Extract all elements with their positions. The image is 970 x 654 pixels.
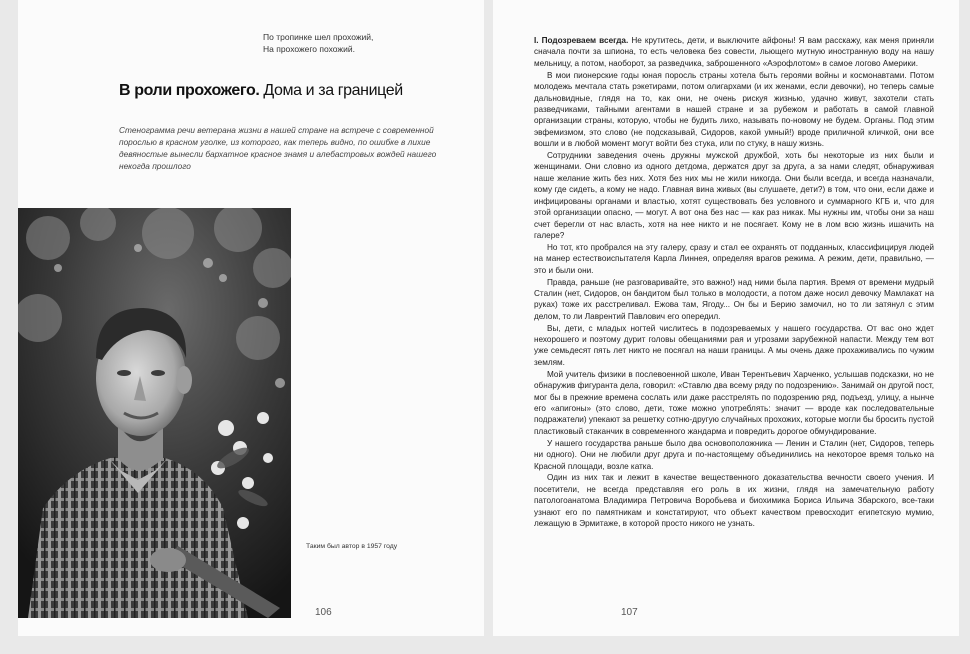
paragraph: Один из них так и лежит в качестве вещественного доказательства вечности своего учения. И посетители, не всегда представляя его роль в их жизни, глядя на замечательную работу патологоанатома Владимира Петровича Воробьева и биохимика Бориса Ильича Збарского, все-таки узнают его по памятникам и констатируют, что объект качеством превосходит египетскую мумию, лежащую в Эрмитаже, в которой просто никого не узнать. (534, 473, 934, 529)
left-page (18, 0, 484, 636)
epigraph-line: На прохожего похожий. (263, 44, 355, 54)
paragraph: У нашего государства раньше было два основоположника — Ленин и Сталин (нет, Сидоров, теперь ни одного). Они не любили друг друга и по-настоящему объединились на некоторое время только на Красной площади, возле катка. (534, 438, 934, 471)
paragraph: В мои пионерские годы юная поросль страны хотела быть героями войны и космонавтами. Потом молодежь мечтала стать рэкетирами, потом олигархами (и их женами, если девочки), но теперь самые дальновидные, глядя на то, как они, не очень рискуя жизнью, удачно живут, захотели стать разведчиками, тайными агентами в нашей стране и за рубежом и работать в самой главной организации страны, которую, чтобы не будить лихо, называть по-новому не будем. Органы. Под этим эвфемизмом, это слово (не подсказывай, Сидоров, какой умный!) вроде приличной кличкой, они все вошли и в любой момент могут войти без стука, или по стуку, в нашу жизнь. (534, 70, 934, 149)
epigraph-line: По тропинке шел прохожий, (263, 32, 374, 42)
author-photo (18, 208, 291, 618)
page-number-right: 107 (621, 607, 638, 618)
chapter-title (119, 82, 403, 100)
paragraph (534, 35, 934, 69)
paragraph: Правда, раньше (не разговаривайте, это важно!) над ними была партия. Время от времени мудрый Сталин (нет, Сидоров, он бандитом был только в молодости, а потом даже носил девочку Мамлакат на руках) тоже их расстреливал. Ежова там, Ягоду... Он бы и Берию замочил, но то ли затянул с этим делом, то ли Лаврентий Павлович его опередил. (534, 277, 934, 321)
chapter-subtitle: Стенограмма речи ветерана жизни в нашей стране на встрече с современной порослью в красном уголке, из которого, как теперь видно, по ошибке в лихие девяностые вынесли бархатное красное знамя и алебастровых вождей нашего некогда прошлого (119, 125, 437, 171)
paragraph: Сотрудники заведения очень дружны мужской дружбой, хоть бы некоторые из них были и женщинами. Они словно из одного детдома, держатся друг за друга, а за нами следят, обнаруживая наше желание жить без них. Хотя без них мы не жили никогда. Они были всегда, и всегда назначали, кому где сидеть, а кому не надо. Главная вина живых (вы слушаете, дети?) в том, что они, если даже и инфицированы органами и властью, хотят существовать без условного и суммарного КГБ и, что для этой организации опасно, — могут. А вот она без нас — как раз никак. Мы нужны им, чтобы они за наш счет берегли от нас власть, хотя на нее никто и не посягает. Кому не в лом всю жизнь ишачить на галере? (534, 151, 934, 240)
chapter-title-light: Дома и за границей (259, 82, 403, 99)
author-photo-graphic (18, 208, 291, 618)
paragraph: Мой учитель физики в послевоенной школе, Иван Терентьевич Харченко, услышав подсказки, но не обнаружив фигуранта дела, говорил: «Ставлю два всему ряду по подозрению». Занимай он другой пост, мог бы в прежние времена сослать или даже расстрелять по подозрению ряд, подъезд, улицу, а нынче его «апигоны» (это слово, дети, тоже можно употреблять: значит — вроде как последовательные подражатели) упекают за решетку сотню-другую случайных прохожих, которые могли бы бросить пустой пластиковый стаканчик в современного жандарма и повредить дорогое обмундирование. (534, 369, 934, 436)
chapter-title-bold: В роли прохожего. (119, 82, 260, 99)
page-number-left: 106 (315, 607, 332, 618)
section-heading: I. Подозреваем всегда. (534, 36, 629, 45)
article-body (534, 35, 934, 530)
paragraph: Но тот, кто пробрался на эту галеру, сразу и стал ее охранять от подданных, классифицируя людей на манер естествоиспытателя Карла Линнея, определяя врагов режима. А режим, дети, правильно, — это и были они. (534, 242, 934, 275)
photo-caption: Таким был автор в 1957 году (306, 543, 398, 550)
paragraph-text: Не крутитесь, дети, и выключите айфоны! Я вам расскажу, как меня приняли сначала почти за шпиона, то есть человека без совести, льющего мутную иностранную воду на нашу мельницу, а потом, наоборот, за разведчика, заброшенного «Аэрофлотом» в самое логово Америки. (534, 36, 934, 68)
right-page (493, 0, 959, 636)
epigraph (263, 31, 373, 55)
paragraph: Вы, дети, с младых ногтей числитесь в подозреваемых у нашего государства. От вас оно ждет нехорошего и поэтому дурит головы обещаниями рая и угрозами зарубежной напасти. Между тем вот уже семьдесят пять лет никто не посягал на наши границы. А мы очень даже прохаживались по чужим землям. (534, 323, 934, 367)
